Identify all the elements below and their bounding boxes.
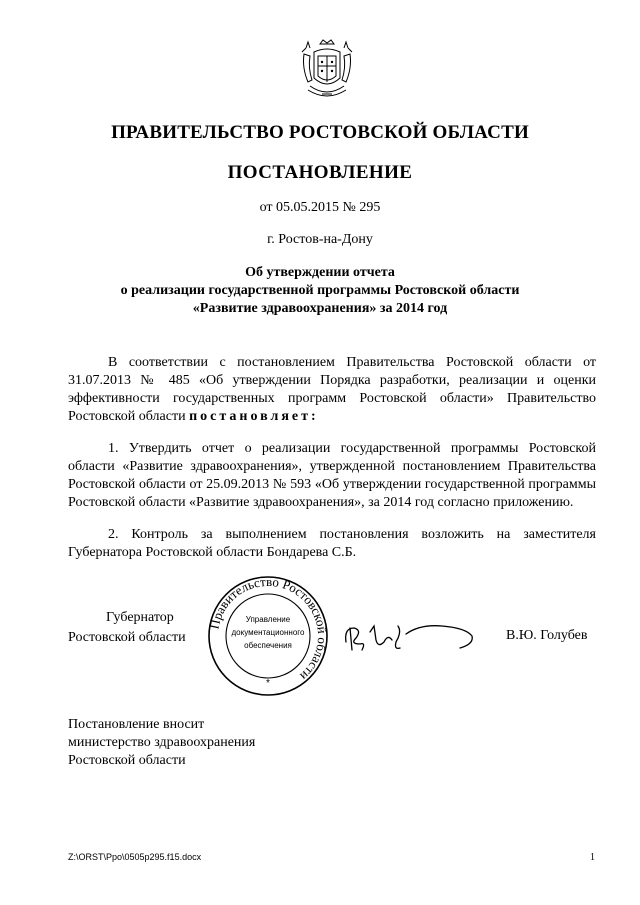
subject-line-1: Об утверждении отчета — [245, 265, 395, 280]
stamp-center-line-1: Управление — [245, 615, 291, 624]
government-title: ПРАВИТЕЛЬСТВО РОСТОВСКОЙ ОБЛАСТИ — [111, 122, 529, 143]
signatory-position — [68, 608, 186, 648]
stamp-ring-text: Правительство Ростовской области — [206, 574, 330, 684]
stamp-star: * — [266, 678, 270, 689]
position-line-1: Губернатор — [106, 610, 174, 625]
introduced-by-line-3: Ростовской области — [68, 753, 186, 768]
coat-of-arms-emblem — [296, 38, 358, 104]
introduced-by-block — [68, 716, 255, 770]
official-stamp — [206, 574, 330, 698]
position-line-2: Ростовской области — [68, 630, 186, 645]
date-number-line: от 05.05.2015 № 295 — [259, 200, 381, 215]
resolves-word: постановляет: — [189, 409, 319, 424]
stamp-center-line-3: обеспечения — [244, 641, 292, 650]
document-type-title: ПОСТАНОВЛЕНИЕ — [227, 162, 413, 183]
preamble-text: В соответствии с постановлением Правительства Ростовской области от 31.07.2013 № 485 «Об утверждении Порядка разработки, реализации и оценки эффективности государственных программ Ростовской области» Правительство Ростовской области — [68, 355, 596, 424]
subject-line-3: «Развитие здравоохранения» за 2014 год — [192, 301, 448, 316]
file-path-footer: Z:\ORST\Ppo\0505p295.f15.docx — [68, 852, 202, 862]
signatory-name: В.Ю. Голубев — [506, 628, 588, 643]
introduced-by-line-2: министерство здравоохранения — [68, 735, 256, 750]
item-1-paragraph: 1. Утвердить отчет о реализации государственной программы Ростовской области «Развитие здравоохранения», утвержденной постановлением Правительства Ростовской области от 25.09.2013 № 593 «Об утверждении государственной программы Ростовской области «Развитие здравоохранения», за 2014 год согласно приложению. — [68, 441, 596, 510]
handwritten-signature — [340, 620, 480, 656]
decree-subject — [0, 264, 640, 318]
preamble-paragraph — [68, 354, 596, 426]
subject-line-2: о реализации государственной программы Ростовской области — [120, 283, 520, 298]
item-2-paragraph: 2. Контроль за выполнением постановления возложить на заместителя Губернатора Ростовской области Бондарева С.Б. — [68, 527, 596, 560]
introduced-by-line-1: Постановление вносит — [68, 717, 205, 732]
city-line: г. Ростов-на-Дону — [267, 232, 373, 247]
stamp-center-line-2: документационного — [231, 628, 305, 637]
page-number: 1 — [590, 852, 595, 863]
